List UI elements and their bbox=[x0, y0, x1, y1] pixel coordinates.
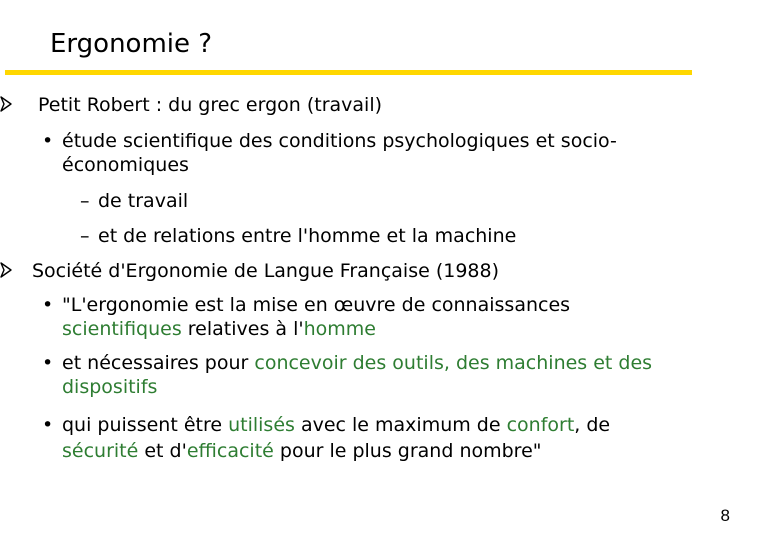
arrow-bullet-icon bbox=[0, 262, 12, 278]
sub-bullet-1-line-1: étude scientifique des conditions psychologiques et socio- bbox=[62, 130, 617, 152]
sub-bullet-2-2-line-1: et nécessaires pour concevoir des outils, des machines et des bbox=[62, 352, 653, 374]
arrow-bullet-icon bbox=[0, 96, 12, 112]
sub-bullet-2-3-line-1: qui puissent être utilisés avec le maximum de confort, de bbox=[62, 414, 611, 436]
sub-bullet-2-1-line-2: scientifiques relatives à l'homme bbox=[62, 318, 376, 340]
sub-bullet-2-1-line-1: "L'ergonomie est la mise en œuvre de connaissances bbox=[62, 294, 571, 316]
dash-icon: – bbox=[80, 190, 90, 212]
sub-bullet-icon: • bbox=[42, 414, 54, 436]
title-underline bbox=[5, 70, 692, 75]
bullet-1-text: Petit Robert : du grec ergon (travail) bbox=[38, 94, 383, 116]
dash-item-1: de travail bbox=[98, 190, 189, 212]
sub-bullet-2-3-line-2: sécurité et d'efficacité pour le plus grand nombre" bbox=[62, 440, 542, 462]
dash-item-2: et de relations entre l'homme et la machine bbox=[98, 225, 517, 247]
sub-bullet-2-2-line-2: dispositifs bbox=[62, 376, 158, 398]
dash-icon: – bbox=[80, 225, 90, 247]
slide-title: Ergonomie ? bbox=[50, 29, 213, 59]
page-number: 8 bbox=[720, 506, 730, 525]
sub-bullet-icon: • bbox=[42, 352, 54, 374]
sub-bullet-1-line-2: économiques bbox=[62, 154, 189, 176]
sub-bullet-icon: • bbox=[42, 294, 54, 316]
bullet-2-text: Société d'Ergonomie de Langue Française (1988) bbox=[32, 260, 500, 282]
sub-bullet-icon: • bbox=[42, 130, 54, 152]
